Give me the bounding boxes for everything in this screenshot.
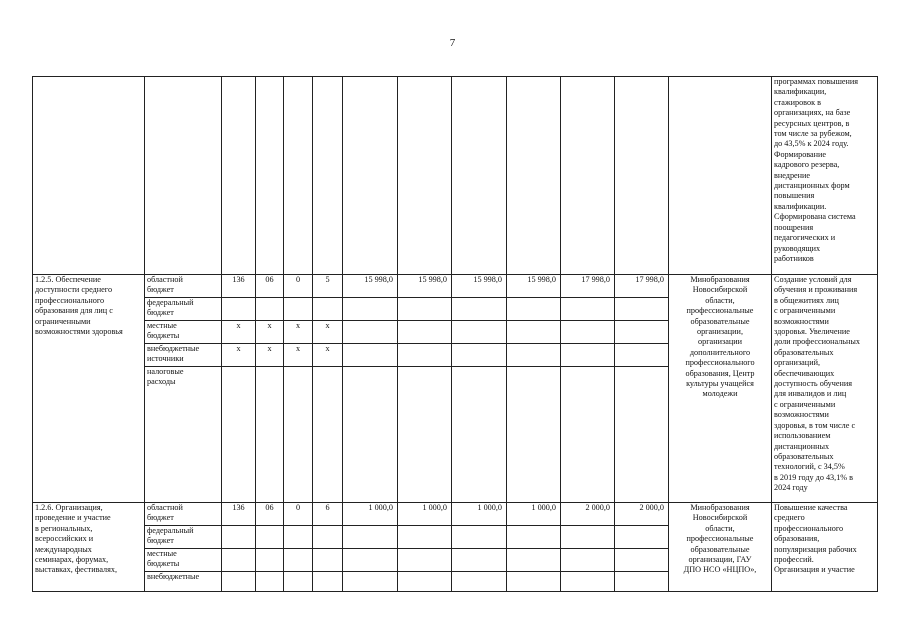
cell-empty: [398, 298, 452, 321]
cell-empty: [398, 367, 452, 503]
value-cell: 1 000,0: [452, 503, 507, 526]
value-cell: 15 998,0: [507, 275, 561, 298]
code-cell: 136: [222, 275, 256, 298]
value-cell: 2 000,0: [561, 503, 615, 526]
result-cell: программах повышения квалификации, стажировок в организациях, на базе ресурсных центров, в том числе за рубежом, до 43,5% к 2024 году. Формирование кадрового резерва, внедрение дистанционных форм повышения квалификации. Сформирована система поощрения педагогических и руководящих работников: [772, 77, 878, 275]
cell-empty: [452, 549, 507, 572]
cell-empty: [507, 344, 561, 367]
source-cell: областной бюджет: [145, 503, 222, 526]
cell-empty: [507, 526, 561, 549]
x-mark-cell: x: [256, 344, 284, 367]
cell-empty: [222, 367, 256, 503]
cell-empty: [343, 572, 398, 592]
cell-empty: [222, 572, 256, 592]
cell-empty: [343, 367, 398, 503]
source-cell: федеральный бюджет: [145, 526, 222, 549]
cell-empty: [615, 344, 669, 367]
cell-empty: [398, 344, 452, 367]
cell-empty: [452, 526, 507, 549]
cell-empty: [284, 298, 313, 321]
code-cell: 0: [284, 503, 313, 526]
cell-empty: [284, 526, 313, 549]
source-cell: местные бюджеты: [145, 321, 222, 344]
cell-empty: [284, 572, 313, 592]
cell-empty: [507, 77, 561, 275]
page-number: 7: [449, 37, 456, 49]
code-cell: 5: [313, 275, 343, 298]
cell-empty: [615, 572, 669, 592]
cell-empty: [33, 77, 145, 275]
cell-empty: [507, 321, 561, 344]
cell-empty: [313, 367, 343, 503]
table-row: [33, 275, 878, 298]
cell-empty: [615, 321, 669, 344]
cell-empty: [256, 367, 284, 503]
code-cell: 06: [256, 503, 284, 526]
cell-empty: [561, 321, 615, 344]
cell-empty: [561, 298, 615, 321]
x-mark-cell: x: [222, 321, 256, 344]
cell-empty: [222, 526, 256, 549]
source-cell: внебюджетные: [145, 572, 222, 592]
measure-name-cell: 1.2.6. Организация, проведение и участие в региональных, всероссийских и международных семинарах, форумах, выставках, фестивалях,: [33, 503, 145, 592]
cell-empty: [145, 77, 222, 275]
cell-empty: [452, 572, 507, 592]
budget-table: [32, 76, 878, 592]
value-cell: 1 000,0: [507, 503, 561, 526]
result-cell: Создание условий для обучения и проживания в общежитиях лиц с ограниченными возможностями здоровья. Увеличение доли профессиональных образовательных организаций, обеспечивающих доступность обучения для инвалидов и лиц с ограниченными возможностями здоровья, в том числе с использованием дистанционных образовательных технологий, с 34,5% в 2019 году до 43,1% в 2024 году: [772, 275, 878, 503]
cell-empty: [615, 526, 669, 549]
x-mark-cell: x: [256, 321, 284, 344]
x-mark-cell: x: [222, 344, 256, 367]
cell-empty: [313, 298, 343, 321]
cell-empty: [615, 549, 669, 572]
executor-cell: Минобразования Новосибирской области, профессиональные образовательные организации, ГАУ ДПО НСО «НЦПО»,: [669, 503, 772, 592]
cell-empty: [398, 321, 452, 344]
cell-empty: [615, 77, 669, 275]
cell-empty: [507, 367, 561, 503]
x-mark-cell: x: [313, 344, 343, 367]
cell-empty: [222, 77, 256, 275]
cell-empty: [615, 367, 669, 503]
table-row-continuation: [33, 77, 878, 275]
cell-empty: [284, 77, 313, 275]
cell-empty: [507, 298, 561, 321]
value-cell: 15 998,0: [398, 275, 452, 298]
source-cell: областной бюджет: [145, 275, 222, 298]
source-cell: федеральный бюджет: [145, 298, 222, 321]
cell-empty: [222, 549, 256, 572]
cell-empty: [507, 549, 561, 572]
cell-empty: [561, 526, 615, 549]
cell-empty: [284, 549, 313, 572]
executor-cell: Минобразования Новосибирской области, профессиональные образовательные организации, организации дополнительного профессионального образования, Центр культуры учащейся молодежи: [669, 275, 772, 503]
cell-empty: [398, 77, 452, 275]
x-mark-cell: x: [284, 344, 313, 367]
cell-empty: [256, 77, 284, 275]
cell-empty: [398, 572, 452, 592]
measure-name-cell: 1.2.5. Обеспечение доступности среднего профессионального образования для лиц с ограниченными возможностями здоровья: [33, 275, 145, 503]
cell-empty: [398, 526, 452, 549]
cell-empty: [256, 526, 284, 549]
cell-empty: [398, 549, 452, 572]
value-cell: 1 000,0: [343, 503, 398, 526]
x-mark-cell: x: [284, 321, 313, 344]
cell-empty: [313, 549, 343, 572]
code-cell: 136: [222, 503, 256, 526]
source-cell: внебюджетные источники: [145, 344, 222, 367]
cell-empty: [452, 321, 507, 344]
cell-empty: [452, 298, 507, 321]
value-cell: 17 998,0: [561, 275, 615, 298]
source-cell: местные бюджеты: [145, 549, 222, 572]
cell-empty: [343, 549, 398, 572]
cell-empty: [343, 77, 398, 275]
code-cell: 6: [313, 503, 343, 526]
value-cell: 15 998,0: [452, 275, 507, 298]
cell-empty: [561, 344, 615, 367]
code-cell: 06: [256, 275, 284, 298]
x-mark-cell: x: [313, 321, 343, 344]
cell-empty: [256, 298, 284, 321]
cell-empty: [452, 367, 507, 503]
cell-empty: [256, 572, 284, 592]
cell-empty: [284, 367, 313, 503]
cell-empty: [561, 367, 615, 503]
value-cell: 2 000,0: [615, 503, 669, 526]
cell-empty: [343, 321, 398, 344]
source-cell: налоговые расходы: [145, 367, 222, 503]
cell-empty: [452, 344, 507, 367]
table-row: [33, 503, 878, 526]
cell-empty: [561, 549, 615, 572]
cell-empty: [669, 77, 772, 275]
result-cell: Повышение качества среднего профессионального образования, популяризация рабочих профессий. Организация и участие: [772, 503, 878, 592]
value-cell: 15 998,0: [343, 275, 398, 298]
cell-empty: [507, 572, 561, 592]
value-cell: 1 000,0: [398, 503, 452, 526]
cell-empty: [343, 298, 398, 321]
cell-empty: [313, 572, 343, 592]
cell-empty: [222, 298, 256, 321]
cell-empty: [256, 549, 284, 572]
value-cell: 17 998,0: [615, 275, 669, 298]
cell-empty: [313, 526, 343, 549]
cell-empty: [561, 572, 615, 592]
code-cell: 0: [284, 275, 313, 298]
cell-empty: [452, 77, 507, 275]
cell-empty: [313, 77, 343, 275]
cell-empty: [343, 526, 398, 549]
cell-empty: [561, 77, 615, 275]
cell-empty: [615, 298, 669, 321]
cell-empty: [343, 344, 398, 367]
